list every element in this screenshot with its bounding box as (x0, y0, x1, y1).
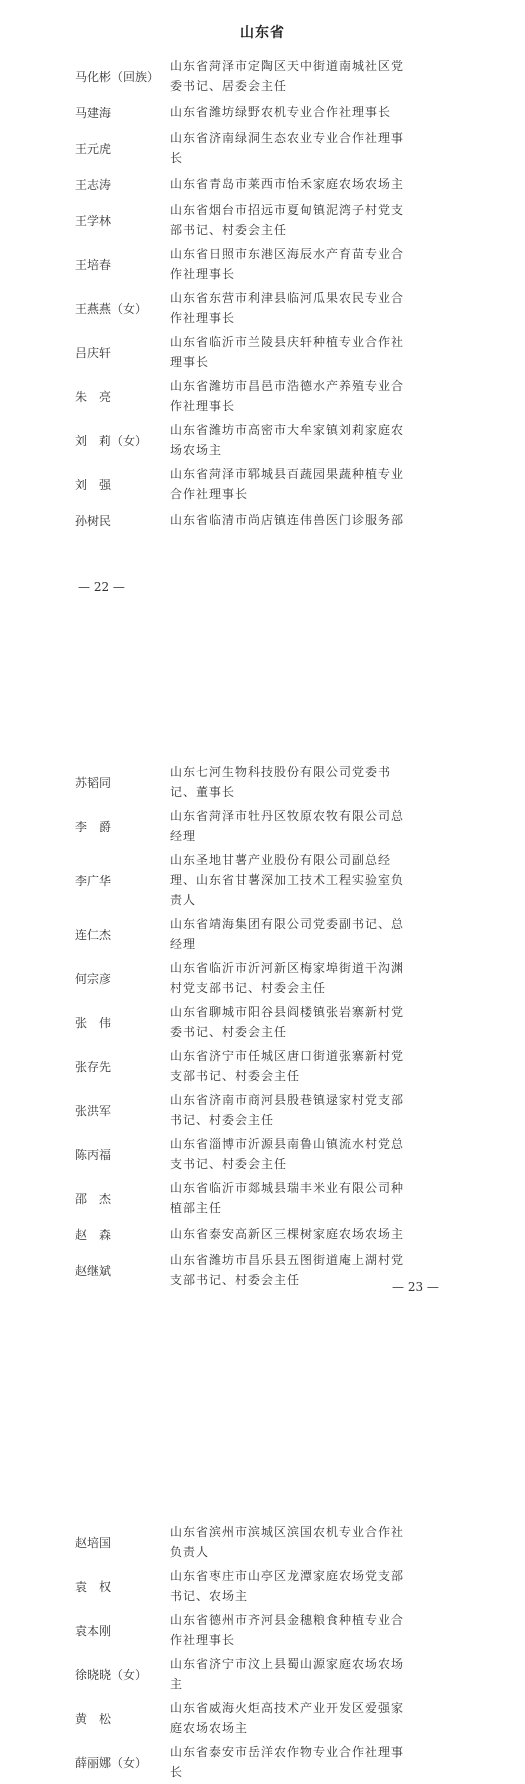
person-name: 王元虎 (75, 141, 112, 156)
person-name: 袁本刚 (75, 1623, 112, 1638)
person-position: 山东省潍坊市高密市大牟家镇刘莉家庭农场农场主 (170, 423, 405, 457)
person-position: 山东省济宁市汶上县蜀山源家庭农场农场主 (170, 1657, 405, 1691)
list-item (0, 1520, 525, 1564)
list-item (0, 912, 525, 956)
list-item (0, 374, 525, 418)
list-item (0, 1176, 525, 1220)
entry-list (0, 760, 525, 1292)
list-item (0, 1564, 525, 1608)
person-name: 张 伟 (75, 1015, 112, 1030)
person-position: 山东省菏泽市牡丹区牧原农牧有限公司总经理 (170, 809, 405, 843)
person-position: 山东省聊城市阳谷县阎楼镇张岩寨新村党委书记、村委会主任 (170, 1005, 405, 1039)
list-item (0, 1652, 525, 1696)
list-item (0, 242, 525, 286)
list-item (0, 286, 525, 330)
person-name: 黄 松 (75, 1711, 112, 1726)
person-position: 山东省枣庄市山亭区龙潭家庭农场党支部书记、农场主 (170, 1569, 405, 1603)
person-position: 山东圣地甘薯产业股份有限公司副总经理、山东省甘薯深加工技术工程实验室负责人 (170, 853, 405, 907)
person-position: 山东省烟台市招远市夏甸镇泥湾子村党支部书记、村委会主任 (170, 203, 405, 237)
entry-list (0, 54, 525, 534)
person-name: 张存先 (75, 1059, 112, 1074)
person-position: 山东省威海火炬高技术产业开发区爱强家庭农场农场主 (170, 1701, 405, 1735)
list-item (0, 1248, 525, 1292)
person-name: 赵 森 (75, 1227, 112, 1242)
person-position: 山东省临沂市兰陵县庆轩种植专业合作社理事长 (170, 335, 405, 369)
person-name: 何宗彦 (75, 971, 112, 986)
list-item (0, 1220, 525, 1248)
person-name: 孙树民 (75, 513, 112, 528)
person-name: 赵继斌 (75, 1263, 112, 1278)
person-name: 邵 杰 (75, 1191, 112, 1206)
person-position: 山东省滨州市滨城区滨国农机专业合作社负责人 (170, 1525, 405, 1559)
list-item (0, 760, 525, 804)
person-name: 李广华 (75, 873, 112, 888)
person-position: 山东省临清市尚店镇连伟兽医门诊服务部 (170, 513, 405, 527)
list-item (0, 1088, 525, 1132)
list-item (0, 804, 525, 848)
list-item (0, 1696, 525, 1740)
list-item (0, 170, 525, 198)
person-name: 连仁杰 (75, 927, 112, 942)
person-name: 马建海 (75, 105, 112, 120)
person-position: 山东省临沂市郯城县瑞丰米业有限公司种植部主任 (170, 1181, 405, 1215)
person-name: 朱 亮 (75, 389, 112, 404)
list-item (0, 126, 525, 170)
person-name: 王培春 (75, 257, 112, 272)
person-position: 山东省济南绿洞生态农业专业合作社理事长 (170, 131, 405, 165)
person-position: 山东省潍坊市昌邑市浩德水产养殖专业合作社理事长 (170, 379, 405, 413)
person-name: 王志涛 (75, 177, 112, 192)
page-number: — 22 — (78, 580, 125, 594)
person-position: 山东省临沂市沂河新区梅家埠街道干沟渊村党支部书记、村委会主任 (170, 961, 405, 995)
person-name: 吕庆轩 (75, 345, 112, 360)
list-item (0, 1132, 525, 1176)
person-position: 山东省日照市东港区海辰水产育苗专业合作社理事长 (170, 247, 405, 281)
list-item (0, 1608, 525, 1652)
person-name: 袁 权 (75, 1579, 112, 1594)
person-position: 山东省淄博市沂源县南鲁山镇流水村党总支书记、村委会主任 (170, 1137, 405, 1171)
person-position: 山东省潍坊市昌乐县五图街道庵上湖村党支部书记、村委会主任 (170, 1253, 405, 1287)
person-position: 山东省泰安市岳洋农作物专业合作社理事长 (170, 1745, 405, 1779)
person-name: 张洪军 (75, 1103, 112, 1118)
person-position: 山东省潍坊绿野农机专业合作社理事长 (170, 105, 392, 119)
list-item (0, 1740, 525, 1784)
person-position: 山东省菏泽市郓城县百蔬园果蔬种植专业合作社理事长 (170, 467, 405, 501)
list-item (0, 848, 525, 912)
person-name: 薛丽娜（女） (75, 1755, 148, 1770)
person-name: 徐晓晓（女） (75, 1667, 148, 1682)
person-name: 苏韬同 (75, 775, 112, 790)
list-item (0, 54, 525, 98)
person-position: 山东省菏泽市定陶区天中街道南城社区党委书记、居委会主任 (170, 59, 405, 93)
person-name: 李 爵 (75, 819, 112, 834)
list-item (0, 198, 525, 242)
list-item (0, 506, 525, 534)
person-name: 王学林 (75, 213, 112, 228)
person-position: 山东七河生物科技股份有限公司党委书记、董事长 (170, 765, 392, 799)
list-item (0, 98, 525, 126)
person-name: 刘 莉（女） (75, 433, 148, 448)
person-position: 山东省济南市商河县殷巷镇逯家村党支部书记、村委会主任 (170, 1093, 405, 1127)
entry-list (0, 1520, 525, 1784)
person-position: 山东省靖海集团有限公司党委副书记、总经理 (170, 917, 405, 951)
list-item (0, 462, 525, 506)
person-position: 山东省泰安高新区三棵树家庭农场农场主 (170, 1227, 405, 1241)
province-title: 山东省 (240, 25, 285, 41)
person-position: 山东省青岛市莱西市怡禾家庭农场农场主 (170, 177, 405, 191)
person-name: 马化彬（回族） (75, 69, 160, 84)
person-name: 王燕燕（女） (75, 301, 148, 316)
person-position: 山东省东营市利津县临河瓜果农民专业合作社理事长 (170, 291, 405, 325)
person-position: 山东省德州市齐河县金穗粮食种植专业合作社理事长 (170, 1613, 405, 1647)
list-item (0, 956, 525, 1000)
person-position: 山东省济宁市任城区唐口街道张寨新村党支部书记、村委会主任 (170, 1049, 405, 1083)
person-name: 陈丙福 (75, 1147, 112, 1162)
list-item (0, 418, 525, 462)
list-item (0, 1000, 525, 1044)
page-number: — 23 — (392, 1280, 439, 1294)
person-name: 赵培国 (75, 1535, 112, 1550)
list-item (0, 1044, 525, 1088)
list-item (0, 330, 525, 374)
person-name: 刘 强 (75, 477, 112, 492)
